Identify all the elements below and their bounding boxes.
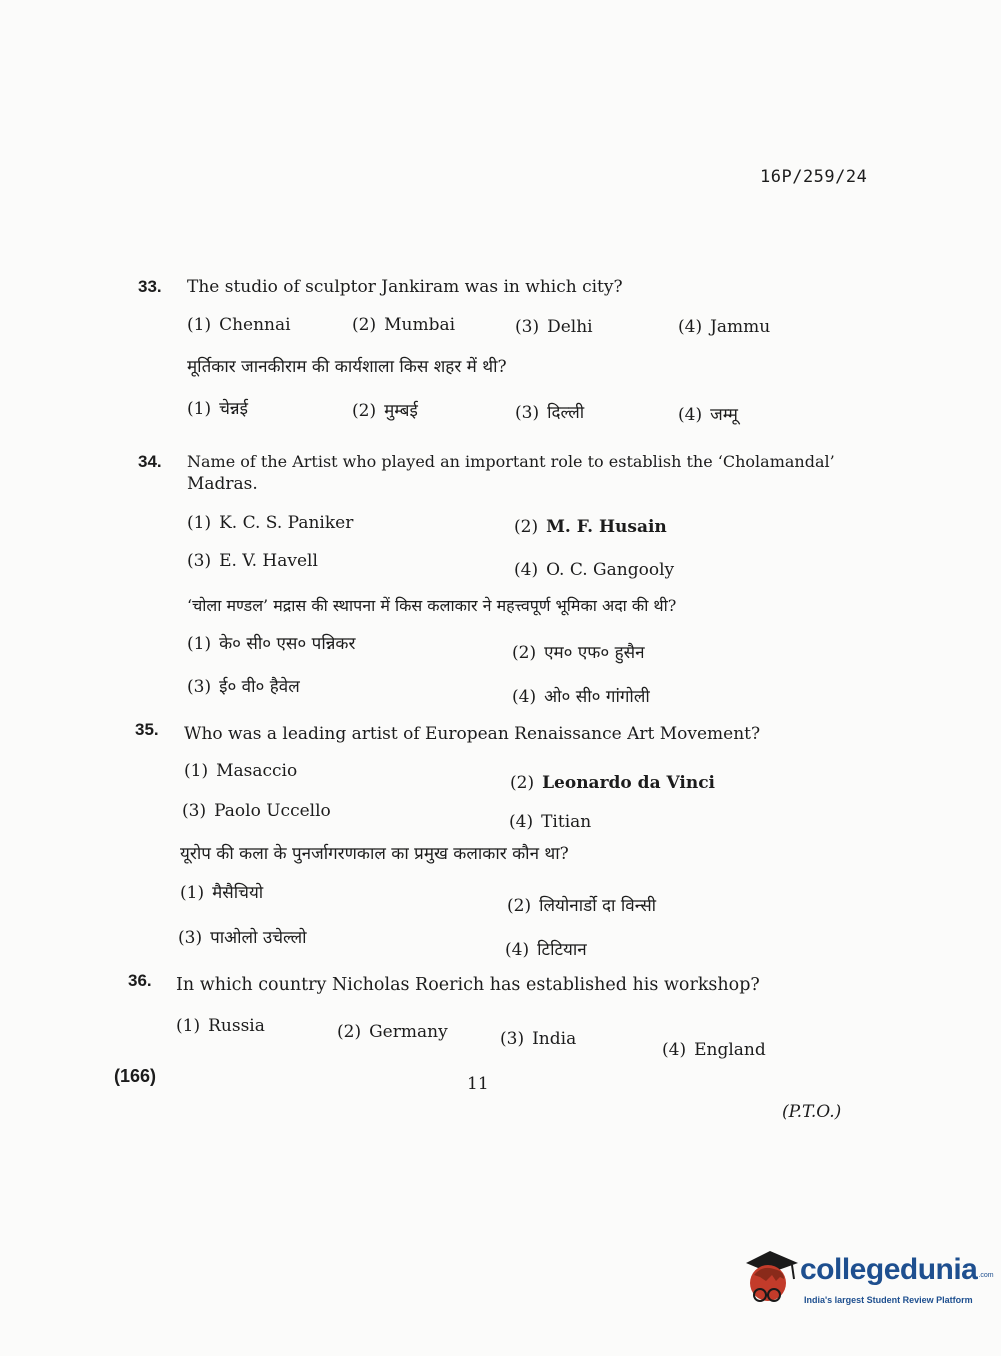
option-hi bbox=[512, 684, 650, 707]
option-text: Mumbai bbox=[384, 315, 456, 335]
option-text: M. F. Husain bbox=[546, 517, 667, 537]
mascot-icon bbox=[740, 1249, 800, 1309]
option-number: (1) bbox=[187, 315, 212, 335]
option bbox=[182, 801, 331, 821]
option-number: (4) bbox=[678, 405, 703, 425]
option-number: (4) bbox=[505, 940, 530, 960]
option-number: (3) bbox=[178, 928, 203, 948]
option bbox=[514, 517, 667, 537]
page-number: 11 bbox=[467, 1074, 489, 1094]
option-number: (3) bbox=[187, 677, 212, 697]
option bbox=[500, 1029, 576, 1049]
logo-domain-suffix: .com bbox=[978, 1272, 994, 1279]
option-number: (2) bbox=[510, 773, 535, 793]
question-number: 33. bbox=[138, 277, 162, 296]
question-text-en-cont: Madras. bbox=[187, 474, 258, 494]
option bbox=[515, 317, 593, 337]
option-text: Paolo Uccello bbox=[214, 801, 331, 821]
option-hi bbox=[507, 893, 656, 916]
option-number: (1) bbox=[187, 399, 212, 419]
option-hi bbox=[505, 937, 587, 960]
option-text: Titian bbox=[541, 812, 592, 832]
option-number: (1) bbox=[184, 761, 209, 781]
option-number: (3) bbox=[515, 403, 540, 423]
option-text: मैसैचियो bbox=[212, 883, 264, 903]
question-text-hi: यूरोप की कला के पुनर्जागरणकाल का प्रमुख कलाकार कौन था? bbox=[180, 844, 569, 864]
option-text: Leonardo da Vinci bbox=[542, 773, 716, 793]
question-text-en: Who was a leading artist of European Renaissance Art Movement? bbox=[184, 724, 761, 744]
option-hi bbox=[187, 674, 300, 697]
option-text: E. V. Havell bbox=[219, 551, 318, 571]
option bbox=[678, 317, 770, 337]
option-text: के० सी० एस० पन्निकर bbox=[219, 634, 356, 654]
option-hi bbox=[180, 880, 263, 903]
option-number: (3) bbox=[187, 551, 212, 571]
option-number: (3) bbox=[515, 317, 540, 337]
question-number: 35. bbox=[135, 720, 159, 739]
option-hi bbox=[187, 631, 355, 654]
option-text: Jammu bbox=[710, 317, 771, 337]
option-text: ओ० सी० गांगोली bbox=[544, 687, 650, 707]
option-text: O. C. Gangooly bbox=[546, 560, 675, 580]
collegedunia-logo bbox=[740, 1249, 994, 1311]
option-number: (2) bbox=[352, 401, 377, 421]
option-text: Masaccio bbox=[216, 761, 298, 781]
option bbox=[187, 315, 291, 335]
option-text: एम० एफ० हुसैन bbox=[544, 643, 645, 663]
logo-name: collegedunia bbox=[800, 1253, 978, 1286]
option-hi bbox=[678, 402, 738, 425]
question-text-hi: ‘चोला मण्डल’ मद्रास की स्थापना में किस कलाकार ने महत्त्वपूर्ण भूमिका अदा की थी? bbox=[187, 596, 677, 615]
option-number: (4) bbox=[514, 560, 539, 580]
option-text: Russia bbox=[208, 1016, 265, 1036]
option bbox=[187, 551, 318, 571]
option-text: जम्मू bbox=[710, 405, 738, 425]
option-number: (1) bbox=[176, 1016, 201, 1036]
option-text: चेन्नई bbox=[219, 399, 248, 419]
option-hi bbox=[352, 398, 418, 421]
option-hi bbox=[178, 925, 307, 948]
option-number: (4) bbox=[509, 812, 534, 832]
option-number: (2) bbox=[352, 315, 377, 335]
paper-code: 16P/259/24 bbox=[760, 167, 868, 187]
question-number: 36. bbox=[128, 971, 152, 990]
option bbox=[662, 1040, 766, 1060]
logo-tagline: India's largest Student Review Platform bbox=[804, 1295, 973, 1305]
option-text: K. C. S. Paniker bbox=[219, 513, 354, 533]
option-number: (2) bbox=[512, 643, 537, 663]
option-number: (1) bbox=[187, 634, 212, 654]
option-number: (1) bbox=[187, 513, 212, 533]
booklet-code: (166) bbox=[114, 1066, 157, 1086]
option-hi bbox=[187, 396, 248, 419]
option-hi bbox=[515, 400, 584, 423]
question-text-en: Name of the Artist who played an important role to establish the ‘Cholamandal’ bbox=[187, 452, 835, 471]
question-number: 34. bbox=[138, 452, 162, 471]
option-number: (1) bbox=[180, 883, 205, 903]
option bbox=[514, 560, 674, 580]
option bbox=[510, 773, 715, 793]
option-text: India bbox=[532, 1029, 577, 1049]
option bbox=[352, 315, 455, 335]
option bbox=[509, 812, 591, 832]
option-number: (4) bbox=[678, 317, 703, 337]
option-number: (2) bbox=[514, 517, 539, 537]
option-text: मुम्बई bbox=[384, 401, 418, 421]
option bbox=[176, 1016, 265, 1036]
option-hi bbox=[512, 640, 645, 663]
option-text: England bbox=[694, 1040, 766, 1060]
option bbox=[184, 761, 297, 781]
option-text: पाओलो उचेल्लो bbox=[210, 928, 307, 948]
option bbox=[187, 513, 353, 533]
option-number: (3) bbox=[182, 801, 207, 821]
option-text: Chennai bbox=[219, 315, 291, 335]
option-text: लियोनार्डो दा विन्सी bbox=[539, 896, 657, 916]
question-text-en: In which country Nicholas Roerich has established his workshop? bbox=[176, 975, 760, 995]
option-text: दिल्ली bbox=[547, 403, 585, 423]
option-number: (4) bbox=[662, 1040, 687, 1060]
option-text: Delhi bbox=[547, 317, 593, 337]
pto-marker: (P.T.O.) bbox=[782, 1102, 842, 1122]
option bbox=[337, 1022, 448, 1042]
option-number: (4) bbox=[512, 687, 537, 707]
option-number: (2) bbox=[337, 1022, 362, 1042]
question-text-en: The studio of sculptor Jankiram was in which city? bbox=[187, 277, 623, 297]
option-number: (3) bbox=[500, 1029, 525, 1049]
question-text-hi: मूर्तिकार जानकीराम की कार्यशाला किस शहर में थी? bbox=[187, 357, 507, 377]
option-number: (2) bbox=[507, 896, 532, 916]
option-text: Germany bbox=[369, 1022, 448, 1042]
option-text: ई० वी० हैवेल bbox=[219, 677, 300, 697]
option-text: टिटियान bbox=[537, 940, 587, 960]
